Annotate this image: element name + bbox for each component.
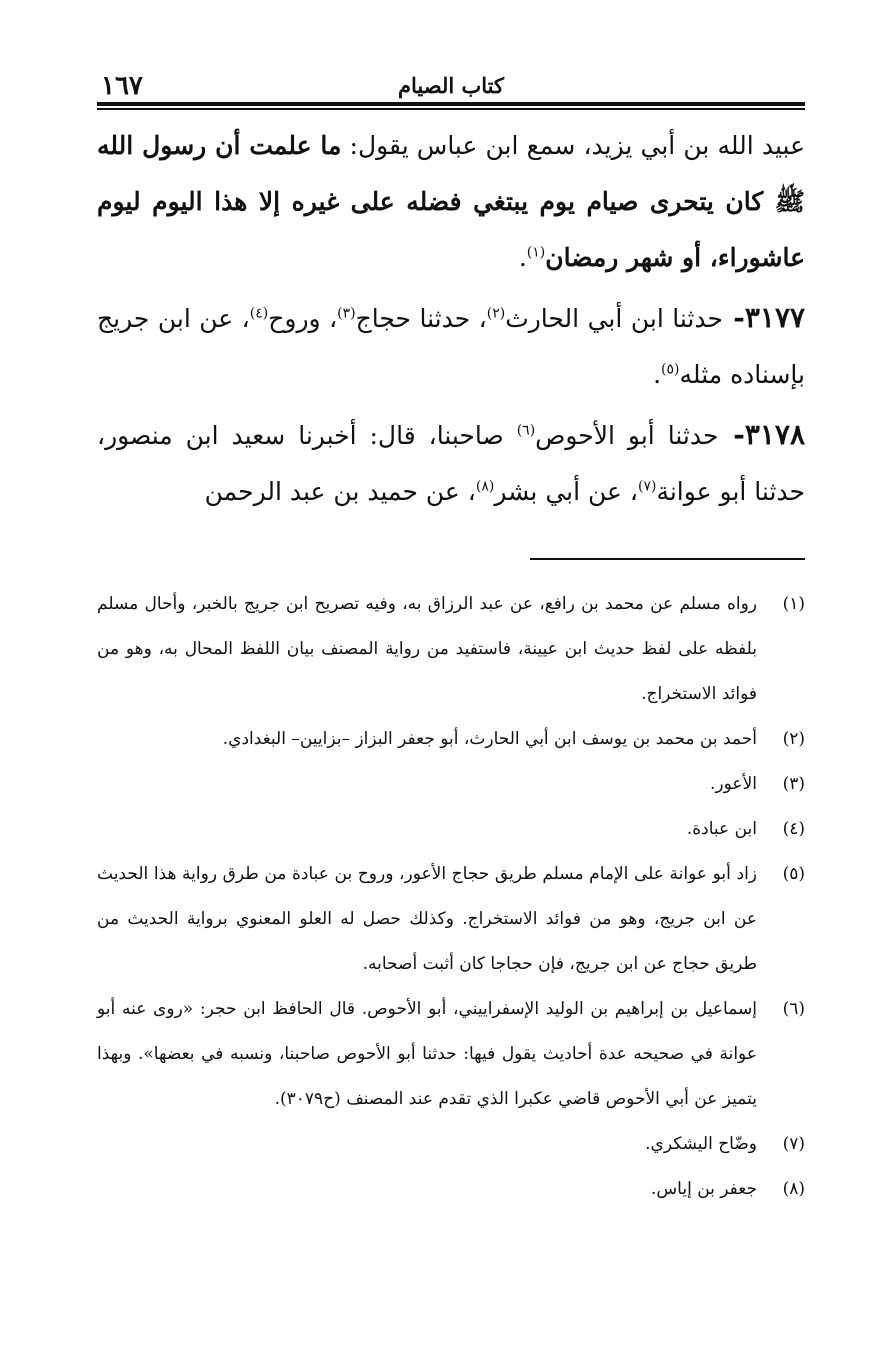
- isnad-text: ، عن أبي بشر: [494, 477, 638, 506]
- footnotes: [97, 582, 805, 1212]
- page-header: [97, 70, 805, 102]
- footnote-3: [97, 762, 805, 807]
- footnote-ref: (٥): [661, 361, 680, 378]
- footnote-4: [97, 807, 805, 852]
- header-rule-thin: [97, 108, 805, 110]
- isnad-text: صاحبنا، قال: أخبرنا سعيد ابن منصور، حدثنا أبو عوانة: [97, 421, 805, 506]
- hadith-number: ٣١٧٧: [744, 301, 806, 334]
- footnote-1: [97, 582, 805, 717]
- footnote-number: (٤): [782, 819, 805, 839]
- isnad-text: حدثنا أبو الأحوص: [535, 421, 719, 450]
- main-text: [97, 118, 805, 524]
- footnote-text: جعفر بن إياس.: [651, 1179, 757, 1199]
- paragraph-hadith-3178: [97, 407, 805, 520]
- paragraph-end: .: [518, 243, 527, 272]
- footnote-ref: (٢): [486, 305, 506, 322]
- footnote-5: [97, 852, 805, 987]
- footnote-6: [97, 987, 805, 1122]
- footnote-separator: [530, 558, 805, 560]
- footnote-text: الأعور.: [710, 774, 757, 794]
- footnote-2: [97, 717, 805, 762]
- footnote-ref: (٧): [637, 478, 657, 495]
- paragraph-intro: عبيد الله بن أبي يزيد، سمع ابن عباس يقول:: [341, 131, 805, 160]
- footnote-text: ابن عبادة.: [686, 819, 757, 839]
- footnote-7: [97, 1122, 805, 1167]
- paragraph-hadith-3177: [97, 290, 805, 403]
- footnote-number: (٣): [782, 774, 805, 794]
- footnote-number: (٦): [782, 999, 805, 1019]
- isnad-text: حدثنا ابن أبي الحارث: [505, 304, 723, 333]
- isnad-text: ، وروح: [268, 304, 338, 333]
- footnote-ref: (٤): [249, 305, 269, 322]
- page-number: ١٦٧: [101, 71, 143, 101]
- footnote-text: زاد أبو عوانة على الإمام مسلم طريق حجاج الأعور، وروح بن عبادة من طرق رواية هذا الحديث عن ابن جريج، وهو من فوائد الاستخراج. وكذلك حصل له العلو المعنوي برواية الحديث من طريق حجاج عن ابن جريج، فإن حجاجا كان أثبت أصحابه.: [97, 864, 757, 974]
- footnote-text: أحمد بن محمد بن يوسف ابن أبي الحارث، أبو جعفر البزاز –بزايين– البغدادي.: [222, 729, 757, 749]
- paragraph-hadith-quote: [97, 118, 805, 286]
- footnote-ref: (٨): [475, 478, 495, 495]
- quoted-hadith: ما علمت أن رسول الله ﷺ كان يتحرى صيام يوم يبتغي فضله على غيره إلا هذا اليوم ليوم عاشوراء، أو شهر رمضان: [97, 131, 805, 272]
- footnote-ref: (٣): [337, 305, 356, 322]
- footnote-number: (٨): [782, 1179, 805, 1199]
- footnote-text: رواه مسلم عن محمد بن رافع، عن عبد الرزاق به، وفيه تصريح ابن جريج بالخبر، وأحال مسلم بلفظه على لفظ حديث ابن عيينة، فاستفيد من رواية المصنف بيان اللفظ المحال به، وهو من فوائد الاستخراج.: [97, 594, 757, 704]
- footnote-text: وضّاح اليشكري.: [645, 1134, 757, 1154]
- footnote-text: إسماعيل بن إبراهيم بن الوليد الإسفراييني، أبو الأحوص. قال الحافظ ابن حجر: «روى عنه أبو عوانة في صحيحه عدة أحاديث يقول فيها: حدثنا أبو الأحوص صاحبنا، ونسبه في بعضها». وبهذا يتميز عن أبي الأحوص قاضي عكبرا الذي تقدم عند المصنف (ح٣٠٧٩).: [97, 999, 757, 1109]
- isnad-text: ، عن ابن جريج بإسناده مثله: [97, 304, 805, 389]
- footnote-ref: (٦): [516, 422, 536, 439]
- isnad-text: ، حدثنا حجاج: [355, 304, 487, 333]
- footnote-number: (٢): [782, 729, 805, 749]
- hadith-number: ٣١٧٨: [744, 418, 805, 451]
- isnad-text: ، عن حميد بن عبد الرحمن: [204, 477, 476, 506]
- isnad-text: .: [653, 360, 662, 389]
- footnote-number: (٥): [782, 864, 805, 884]
- footnote-ref: (١): [526, 244, 546, 261]
- hadith-dash: -: [722, 301, 745, 334]
- running-title: كتاب الصيام: [398, 73, 504, 98]
- hadith-dash: -: [718, 418, 745, 451]
- footnote-number: (٧): [782, 1134, 805, 1154]
- footnote-8: [97, 1167, 805, 1212]
- header-rule-thick: [97, 102, 805, 106]
- footnote-number: (١): [782, 594, 805, 614]
